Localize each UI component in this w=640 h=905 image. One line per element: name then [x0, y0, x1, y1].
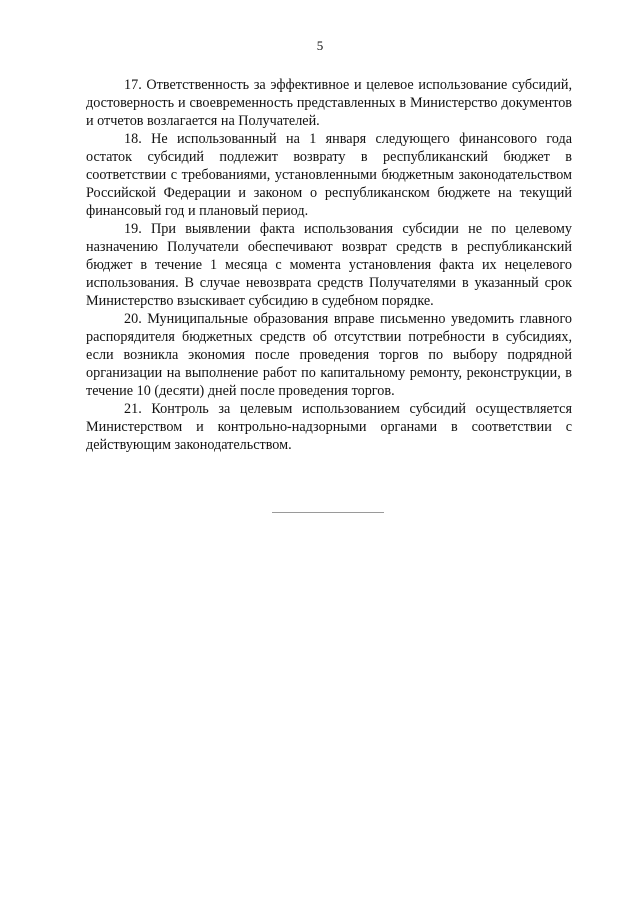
paragraph-20: 20. Муниципальные образования вправе письменно уведомить главного распорядителя бюджетных средств об отсутствии потребности в субсидиях, если возникла экономия после проведения торгов по выбору подрядной организации на выполнение работ по капитальному ремонту, реконструкции, в течение 10 (десяти) дней после проведения торгов.: [86, 311, 572, 399]
end-separator-line: [272, 512, 384, 513]
page-number: 5: [316, 38, 324, 53]
paragraph-21: 21. Контроль за целевым использованием субсидий осуществляется Министерством и контрольно-надзорными органами в соответствии с действующим законодательством.: [86, 401, 572, 453]
paragraph-17: 17. Ответственность за эффективное и целевое использование субсидий, достоверность и своевременность представленных в Министерство документов и отчетов возлагается на Получателей.: [86, 77, 572, 129]
document-body: [86, 76, 572, 454]
paragraph-19: 19. При выявлении факта использования субсидии не по целевому назначению Получатели обеспечивают возврат средств в республиканский бюджет в течение 1 месяца с момента установления факта их нецелевого использования. В случае невозврата средств Получателями в указанный срок Министерство взыскивает субсидию в судебном порядке.: [86, 221, 572, 309]
paragraph-18: 18. Не использованный на 1 января следующего финансового года остаток субсидий подлежит возврату в республиканский бюджет в соответствии с требованиями, установленными бюджетным законодательством Российской Федерации и законом о республиканском бюджете на текущий финансовый год и плановый период.: [86, 131, 572, 219]
